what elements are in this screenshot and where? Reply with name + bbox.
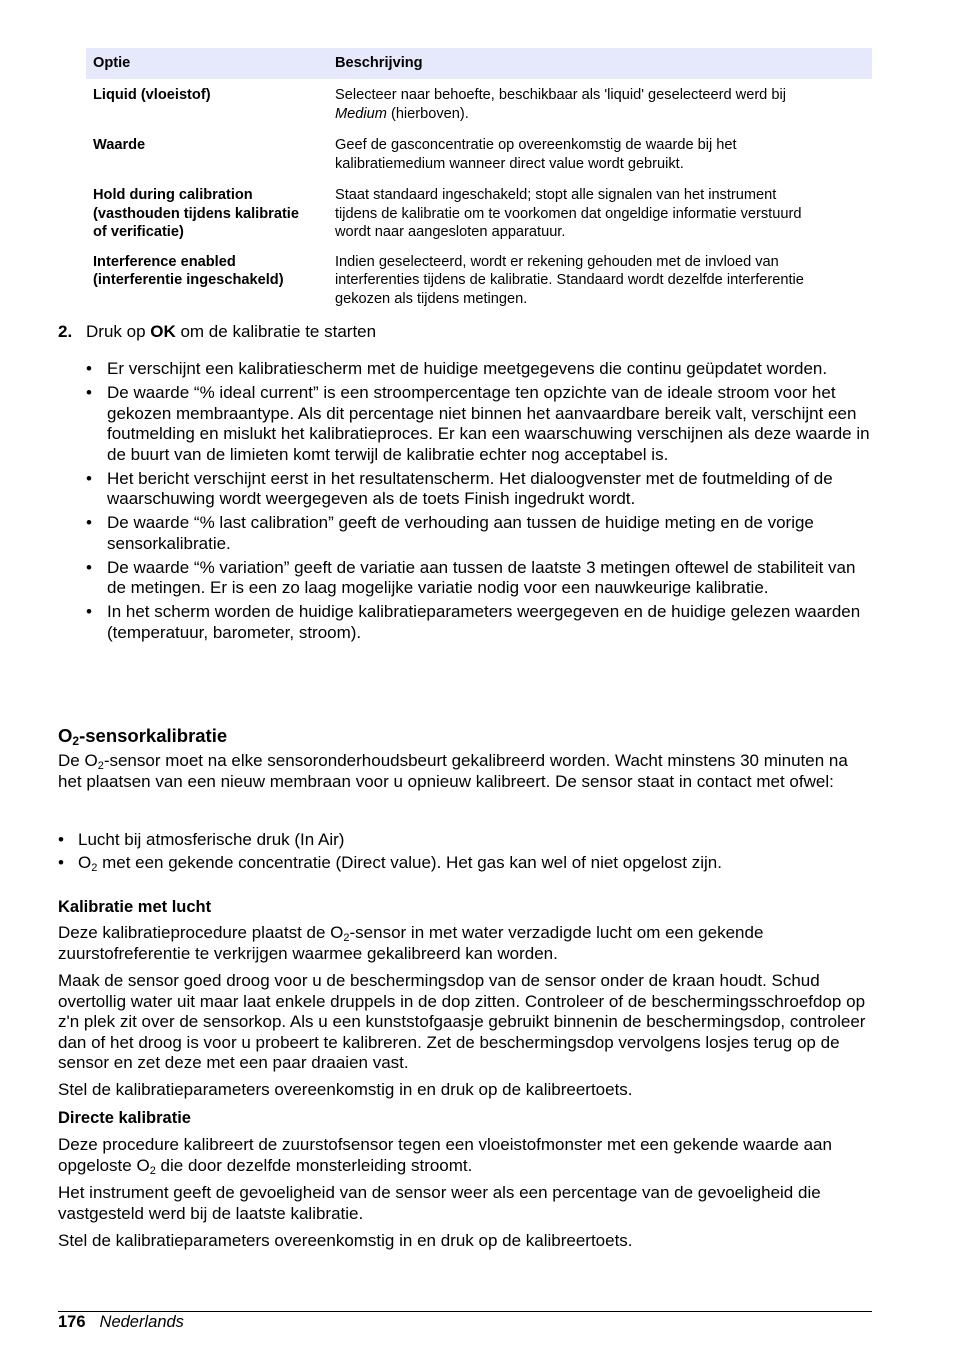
bullet-icon: • (86, 468, 92, 488)
description-cell: Geef de gasconcentratie op overeenkomstig de waarde bij het kalibratiemedium wanneer direct value wordt gebruikt. (335, 137, 737, 172)
list-item: • Het bericht verschijnt eerst in het resultatenscherm. Het dialoogvenster met de foutmelding of de waarschuwing wordt weergegeven als de toets Finish ingedrukt wordt. (86, 468, 833, 508)
description-cell: Indien geselecteerd, wordt er rekening gehouden met de invloed van interferenties tijdens de kalibratie. Standaard wordt dezelfde interferentie gekozen als tijdens metingen. (335, 253, 804, 307)
section-title-o2-calibration: $O_2$-sensorkalibratie (58, 725, 228, 748)
list-item: • $O_2$ met een gekende concentratie (Direct value). Het gas kan wel of niet opgelost zijn. (58, 852, 722, 874)
footer-language: Nederlands (99, 1313, 184, 1331)
air-paragraph-2: Maak de sensor goed droog voor u de beschermingsdop van de sensor onder de kraan houdt. Schud overtollig water uit maar laat enkele druppels in de dop zitten. Controleer of de beschermingsschroefdop op z'n plek zit over de sensorkop. Als u een kunststofgaasje gebruikt binnenin de beschermingsdop, controleer dan of het droog is voor u probeert te kalibreren. Zet de beschermingsdop vervolgens losjes terug op de sensor en zet deze met een paar draaien vast. (58, 971, 866, 1072)
list-item: • In het scherm worden de huidige kalibratieparameters weergegeven en de huidige gelezen waarden (temperatuur, barometer, stroom). (86, 602, 861, 642)
bullet-icon: • (86, 513, 92, 532)
list-item: • De waarde “% last calibration” geeft de verhouding aan tussen de huidige meting en de vorige sensorkalibratie. (86, 513, 814, 553)
direct-paragraph-2: Het instrument geeft de gevoeligheid van de sensor weer als een percentage van de gevoeligheid die vastgesteld werd bij de laatste kalibratie. (58, 1183, 821, 1223)
direct-paragraph-3: Stel de kalibratieparameters overeenkomstig in en druk op de kalibreertoets. (58, 1231, 633, 1250)
direct-paragraph-1: Deze procedure kalibreert de zuurstofsensor tegen een vloeistofmonster met een gekende waarde aan opgeloste $O_2$ die door dezelfde monsterleiding stroomt. (58, 1135, 832, 1177)
step-number: 2. (58, 322, 73, 341)
table-row (86, 79, 872, 123)
step2-bullet-list (86, 359, 872, 647)
bullet-icon: • (86, 557, 92, 577)
step-text: Druk op OK om de kalibratie te starten (86, 322, 377, 341)
table-row (86, 173, 872, 242)
air-paragraph-1: Deze kalibratieprocedure plaatst de $O_2$-sensor in met water verzadigde lucht om een gekende zuurstofreferentie te verkrijgen waarmee gekalibreerd kan worden. (58, 923, 764, 963)
bullet-icon: • (86, 383, 92, 402)
page-number: 176 (58, 1313, 86, 1331)
option-cell: Interference enabled (interferentie ingeschakeld) (93, 253, 284, 288)
bullet-icon: • (58, 830, 64, 849)
description-cell: Selecteer naar behoefte, beschikbaar als 'liquid' geselecteerd werd bij Medium (hierboven). (335, 87, 786, 122)
description-cell: Staat standaard ingeschakeld; stopt alle signalen van het instrument tijdens de kalibratie om te voorkomen dat ongeldige informatie verstuurd wordt naar aangesloten apparatuur. (335, 187, 802, 240)
o2-intro-paragraph: De $O_2$-sensor moet na elke sensoronderhoudsbeurt gekalibreerd worden. Wacht minstens 30 minuten na het plaatsen van een nieuw membraan voor u opnieuw kalibreert. De sensor staat in contact met ofwel: (58, 751, 848, 791)
bullet-icon: • (58, 852, 64, 872)
option-cell: Liquid (vloeistof) (93, 87, 211, 103)
table-row (86, 242, 872, 309)
o2-medium-list (58, 830, 872, 875)
subsection-title-air: Kalibratie met lucht (58, 898, 212, 916)
page-footer (58, 1312, 184, 1332)
column-header-description: Beschrijving (328, 48, 872, 79)
table-header-row (86, 48, 872, 79)
column-header-option: Optie (86, 48, 328, 79)
list-item: • De waarde “% variation” geeft de variatie aan tussen de laatste 3 metingen oftewel de stabiliteit van de metingen. Er is een zo laag mogelijke variatie nodig voor een nauwkeurige kalibratie. (86, 557, 856, 597)
options-table (86, 48, 872, 308)
ok-key-label: OK (150, 322, 176, 341)
list-item: • Er verschijnt een kalibratiescherm met de huidige meetgegevens die continu geüpdatet worden. (86, 359, 828, 378)
subsection-title-direct: Directe kalibratie (58, 1109, 191, 1127)
medium-reference: Medium (335, 105, 387, 122)
table-row (86, 123, 872, 173)
option-cell: Waarde (93, 137, 146, 153)
option-cell: Hold during calibration (vasthouden tijdens kalibratie of verificatie) (93, 187, 299, 240)
list-item: • Lucht bij atmosferische druk (In Air) (58, 830, 345, 849)
air-paragraph-3: Stel de kalibratieparameters overeenkomstig in en druk op de kalibreertoets. (58, 1080, 633, 1099)
bullet-icon: • (86, 359, 92, 378)
list-item: • De waarde “% ideal current” is een stroompercentage ten opzichte van de ideale stroom voor het gekozen membraantype. Als dit percentage niet binnen het aanvaardbare bereik valt, verschijnt een foutmelding en mislukt het kalibratieproces. Er kan een waarschuwing verschijnen als deze waarde in de buurt van de limieten komt terwijl de kalibratie echter nog acceptabel is. (86, 383, 870, 464)
bullet-icon: • (86, 602, 92, 621)
